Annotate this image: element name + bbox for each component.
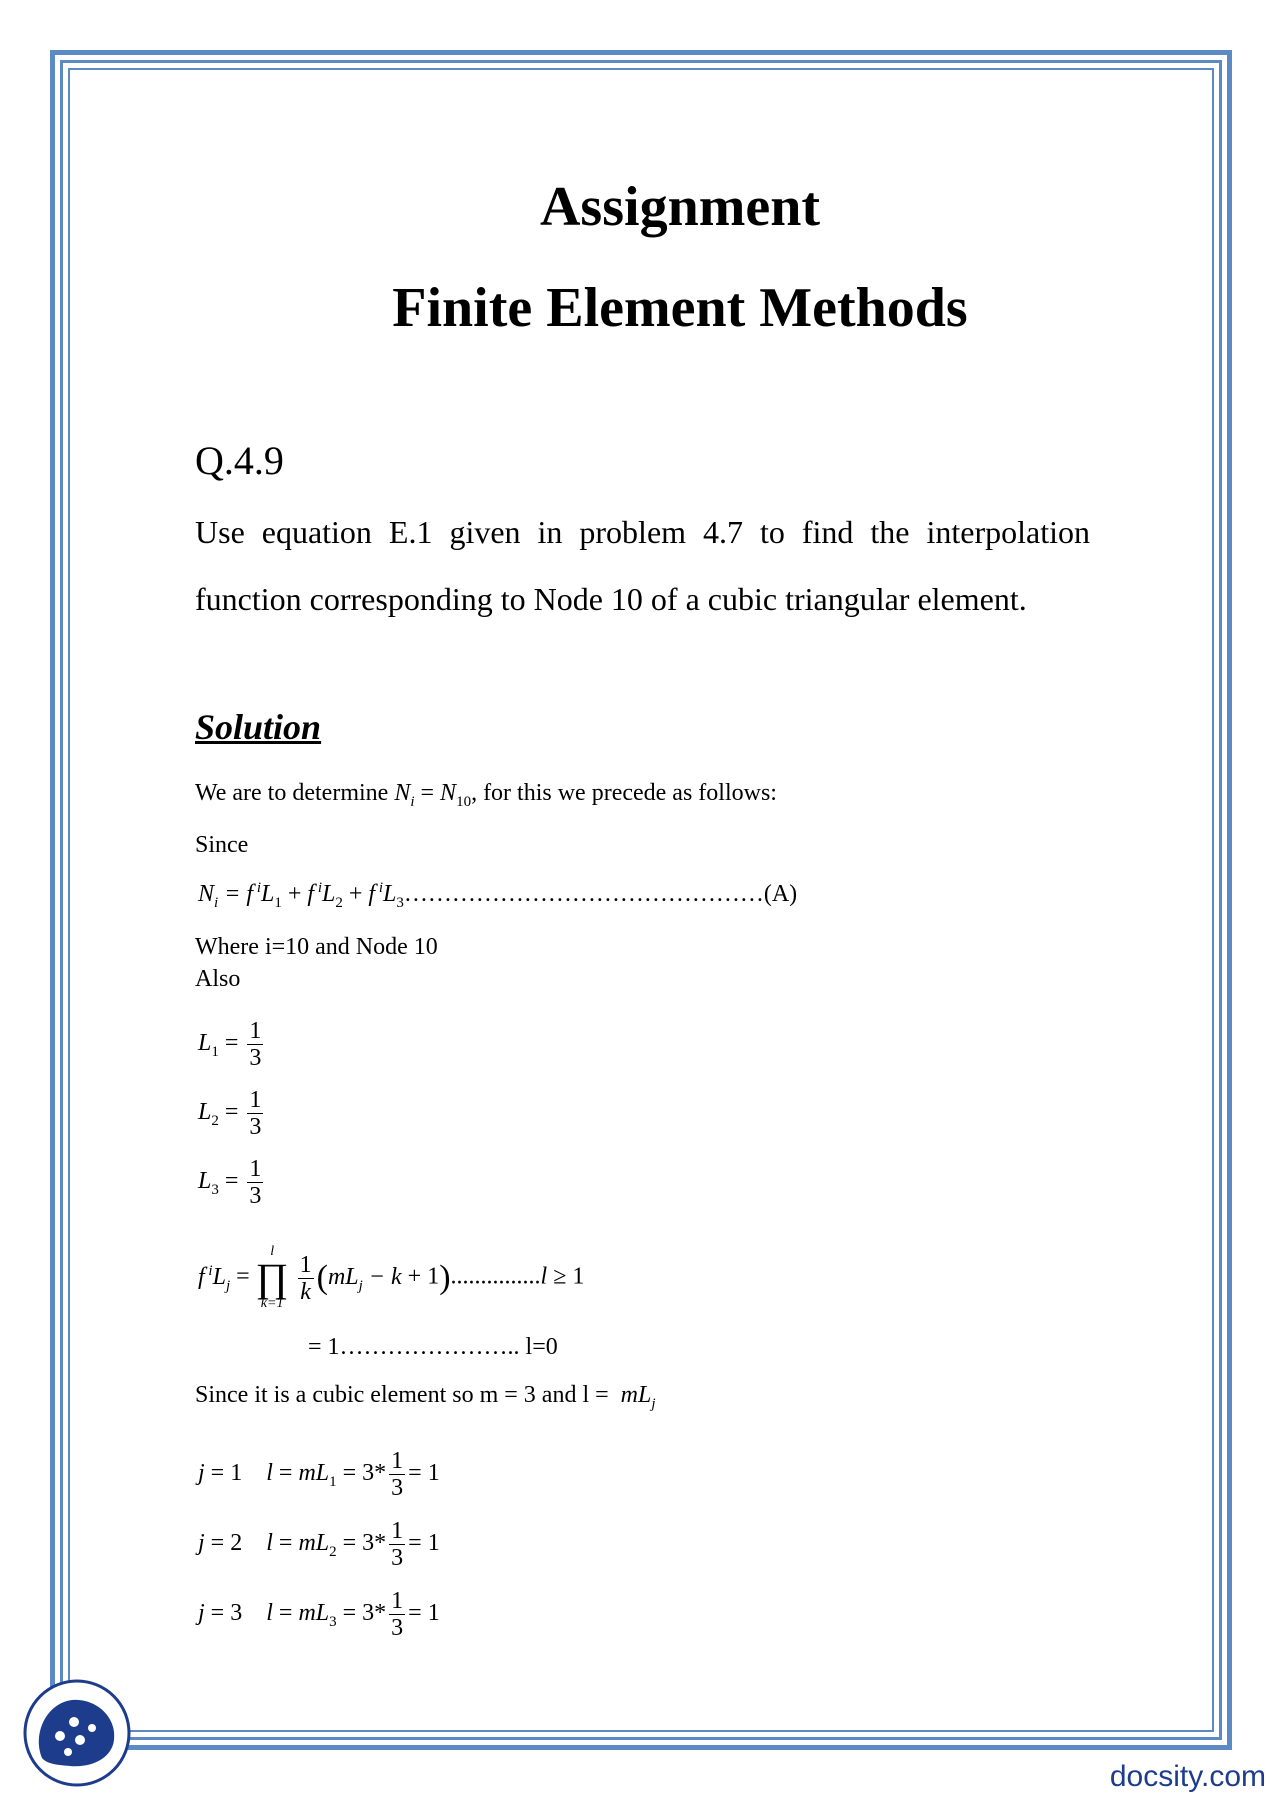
equation-product: f $^iL_j$ = l ∏ k=1 $\frac{1}{k}$ $(mL_j - k + 1)...............l \ge 1$ bbox=[198, 1244, 585, 1311]
equation-l1: $L_1$ = $\frac{1}{3}$ bbox=[198, 1018, 262, 1071]
where-text: Where i=10 and Node 10 bbox=[195, 934, 438, 960]
equation-l3: $L_3$ = $\frac{1}{3}$ bbox=[198, 1156, 262, 1209]
product-symbol: l ∏ k=1 bbox=[255, 1244, 289, 1311]
since-label: Since bbox=[195, 832, 249, 858]
cubic-element-text: Since it is a cubic element so m = 3 and $l = mL_j$ bbox=[195, 1382, 656, 1412]
docsity-brand-text[interactable]: docsity.com bbox=[1109, 1760, 1266, 1793]
equation-a: $N_i = f$ $^iL_1 + f$ $^iL_2 + f$ $^iL_3\dots\dots\dots\dots\dots\dots\dots\dots\dots\dots\dots\dots\dots\dots\dots(A)$ bbox=[198, 880, 798, 911]
question-text: Use equation E.1 given in problem 4.7 to find the interpolation function corresponding to Node 10 of a cubic triangular element. bbox=[195, 514, 1090, 617]
j-row-2: j = 2 $l = mL_2 = 3*$ $\frac{1}{3}$ = 1 bbox=[198, 1518, 440, 1571]
j-row-3: j = 3 $l = mL_3 = 3*$ $\frac{1}{3}$ = 1 bbox=[198, 1588, 440, 1641]
also-label: Also bbox=[195, 966, 241, 992]
equation-l2: $L_2$ = $\frac{1}{3}$ bbox=[198, 1087, 262, 1140]
solution-heading: Solution bbox=[195, 707, 322, 747]
title-assignment: Assignment bbox=[539, 176, 821, 238]
docsity-logo-icon bbox=[22, 1678, 132, 1788]
solution-intro: We are to determine $N_i = N_{10}$, for this we precede as follows: bbox=[195, 780, 777, 810]
question-number: Q.4.9 bbox=[195, 438, 284, 483]
title-course: Finite Element Methods bbox=[392, 277, 968, 339]
j-row-1: j = 1 $l = mL_1 = 3*$ $\frac{1}{3}$ = 1 bbox=[198, 1448, 440, 1501]
equation-base-case: = 1………………….. l=0 bbox=[308, 1334, 558, 1360]
